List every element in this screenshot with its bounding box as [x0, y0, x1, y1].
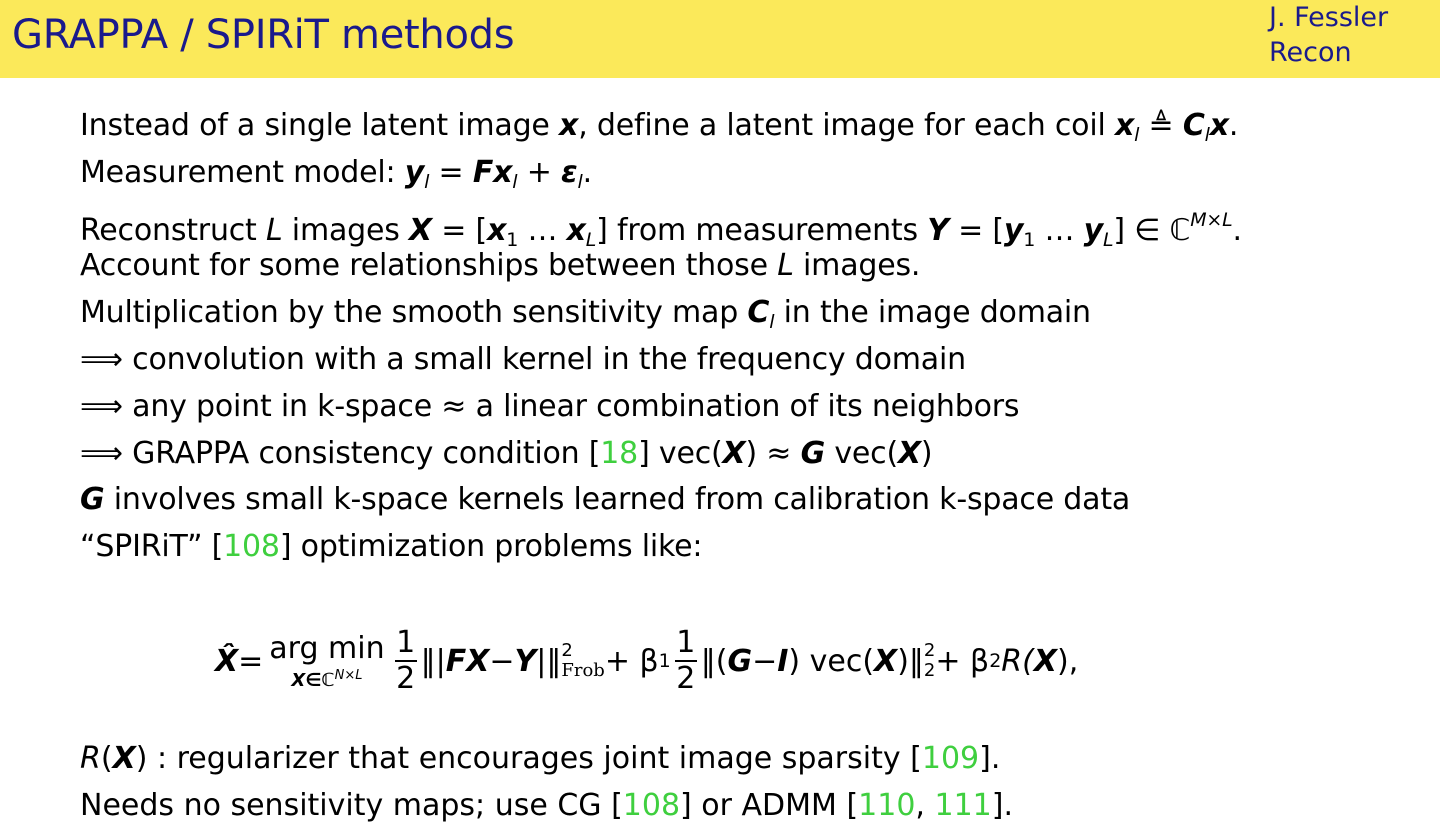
- body-line-4: Account for some relationships between those L images.: [80, 248, 921, 284]
- section: Recon: [1269, 37, 1352, 68]
- body-line-6: ⟹ convolution with a small kernel in the frequency domain: [80, 341, 966, 377]
- display-equation: [215, 598, 1295, 708]
- argmin-operator: arg min X∈ℂ$^{N\times L}$: [269, 630, 385, 691]
- fraction-half: $\frac{1}{2}$: [396, 625, 416, 696]
- equation-row: X̂ = arg min X∈ℂ$^{N\times L}$ $\frac{1}{2}$ ‖| F X − Y |‖ 2 Frob + β 1 $\frac{1}{2}$ ‖( G − I ) vec( X )‖ 2 2 + β 2 R( X ),: [215, 625, 1079, 696]
- body-line-9: G involves small k-space kernels learned from calibration k-space data: [80, 482, 1131, 518]
- body-line-3: Reconstruct L images $X = [x_1$ … $x_L$] from measurements $Y = [y_1$ … $y_L$] ∈ ℂ$^{M\times L}$.: [80, 208, 1242, 251]
- slide-meta: [1269, 0, 1388, 70]
- fraction-half: $\frac{1}{2}$: [676, 625, 696, 696]
- citation-link[interactable]: 110: [858, 787, 916, 823]
- note-line-1: R(X) : regularizer that encourages joint image sparsity [109].: [80, 741, 1001, 776]
- title-bar: [0, 0, 1440, 78]
- closing-notes: [80, 736, 1013, 830]
- implies-arrow-icon: ⟹: [80, 341, 123, 377]
- slide-title: GRAPPA / SPIRiT methods: [12, 12, 515, 58]
- citation-link[interactable]: 18: [600, 435, 639, 471]
- note-line-2: Needs no sensitivity maps; use CG [108] or ADMM [110, 111].: [80, 787, 1014, 823]
- author: J. Fessler: [1269, 2, 1389, 33]
- citation-link[interactable]: 108: [223, 529, 280, 565]
- implies-arrow-icon: ⟹: [80, 388, 123, 424]
- citation-link[interactable]: 109: [921, 741, 980, 776]
- implies-arrow-icon: ⟹: [80, 435, 123, 471]
- citation-link[interactable]: 108: [622, 787, 681, 823]
- body-line-1: Instead of a single latent image x, define a latent image for each coil $x_l$ ≜ $C_lx$.: [80, 108, 1239, 146]
- slide-body: [80, 103, 1436, 571]
- body-line-8: ⟹ GRAPPA consistency condition [18] vec(X) ≈ G vec(X): [80, 435, 933, 471]
- citation-link[interactable]: 111: [934, 787, 992, 823]
- body-line-10: “SPIRiT” [108] optimization problems like:: [80, 529, 703, 565]
- body-line-7: ⟹ any point in k-space ≈ a linear combination of its neighbors: [80, 388, 1020, 424]
- body-line-2: Measurement model: $y_l = Fx_l + \varepsilon_l$.: [80, 154, 592, 193]
- body-line-5: Multiplication by the smooth sensitivity map $C_l$ in the image domain: [80, 295, 1091, 334]
